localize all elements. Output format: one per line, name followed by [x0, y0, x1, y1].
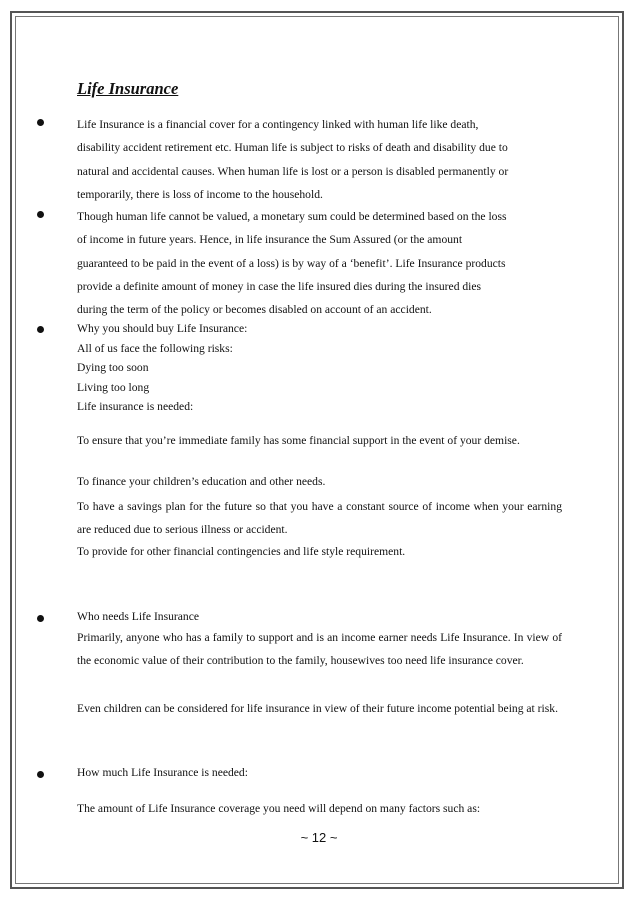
bullet-icon	[37, 211, 44, 218]
bullet-icon	[37, 615, 44, 622]
risk-item: Living too long	[77, 380, 150, 394]
bullet-icon	[37, 326, 44, 333]
paragraph-life-insurance-definition	[77, 113, 562, 206]
who-needs-text: Primarily, anyone who has a family to support and is an income earner needs Life Insurance. In view of the economic value of their contribution to the family, housewives too need life insurance cover.	[77, 631, 562, 667]
reason-item: To finance your children’s education and other needs.	[77, 475, 326, 488]
why-buy-list	[77, 319, 562, 417]
paragraph-line: of income in future years. Hence, in life insurance the Sum Assured (or the amount	[77, 233, 463, 247]
reason-item: To provide for other financial contingencies and life style requirement.	[77, 545, 406, 558]
paragraph-line: provide a definite amount of money in case the life insured dies during the insured dies	[77, 279, 482, 293]
risks-intro: All of us face the following risks:	[77, 341, 233, 355]
paragraph-line: natural and accidental causes. When human life is lost or a person is disabled permanently or	[77, 164, 509, 178]
paragraph-line: temporarily, there is loss of income to the household.	[77, 187, 323, 201]
risk-item: Dying too soon	[77, 361, 149, 374]
reason-item: To have a savings plan for the future so that you have a constant source of income when your earning are reduced due to serious illness or accident.	[77, 500, 562, 536]
section-heading: Who needs Life Insurance	[77, 610, 200, 623]
who-needs-children-text: Even children can be considered for life insurance in view of their future income potential being at risk.	[77, 702, 558, 715]
paragraph-line: during the term of the policy or becomes disabled on account of an accident.	[77, 303, 432, 317]
section-heading: Why you should buy Life Insurance:	[77, 322, 248, 335]
paragraph-sum-assured	[77, 205, 562, 321]
how-much-text: The amount of Life Insurance coverage you need will depend on many factors such as:	[77, 802, 481, 815]
bullet-icon	[37, 119, 44, 126]
page-number: ~ 12 ~	[300, 830, 338, 845]
section-heading: How much Life Insurance is needed:	[77, 766, 248, 779]
paragraph-line: Though human life cannot be valued, a monetary sum could be determined based on the loss	[77, 210, 507, 223]
bullet-icon	[37, 771, 44, 778]
reason-item: To ensure that you’re immediate family has some financial support in the event of your demise.	[77, 434, 520, 447]
needed-heading: Life insurance is needed:	[77, 400, 194, 413]
page-title: Life Insurance	[77, 79, 179, 98]
paragraph-line: disability accident retirement etc. Human life is subject to risks of death and disability due to	[77, 141, 508, 155]
paragraph-line: guaranteed to be paid in the event of a loss) is by way of a ‘benefit’. Life Insurance products	[77, 256, 506, 270]
paragraph-line: Life Insurance is a financial cover for a contingency linked with human life like death,	[77, 118, 479, 131]
